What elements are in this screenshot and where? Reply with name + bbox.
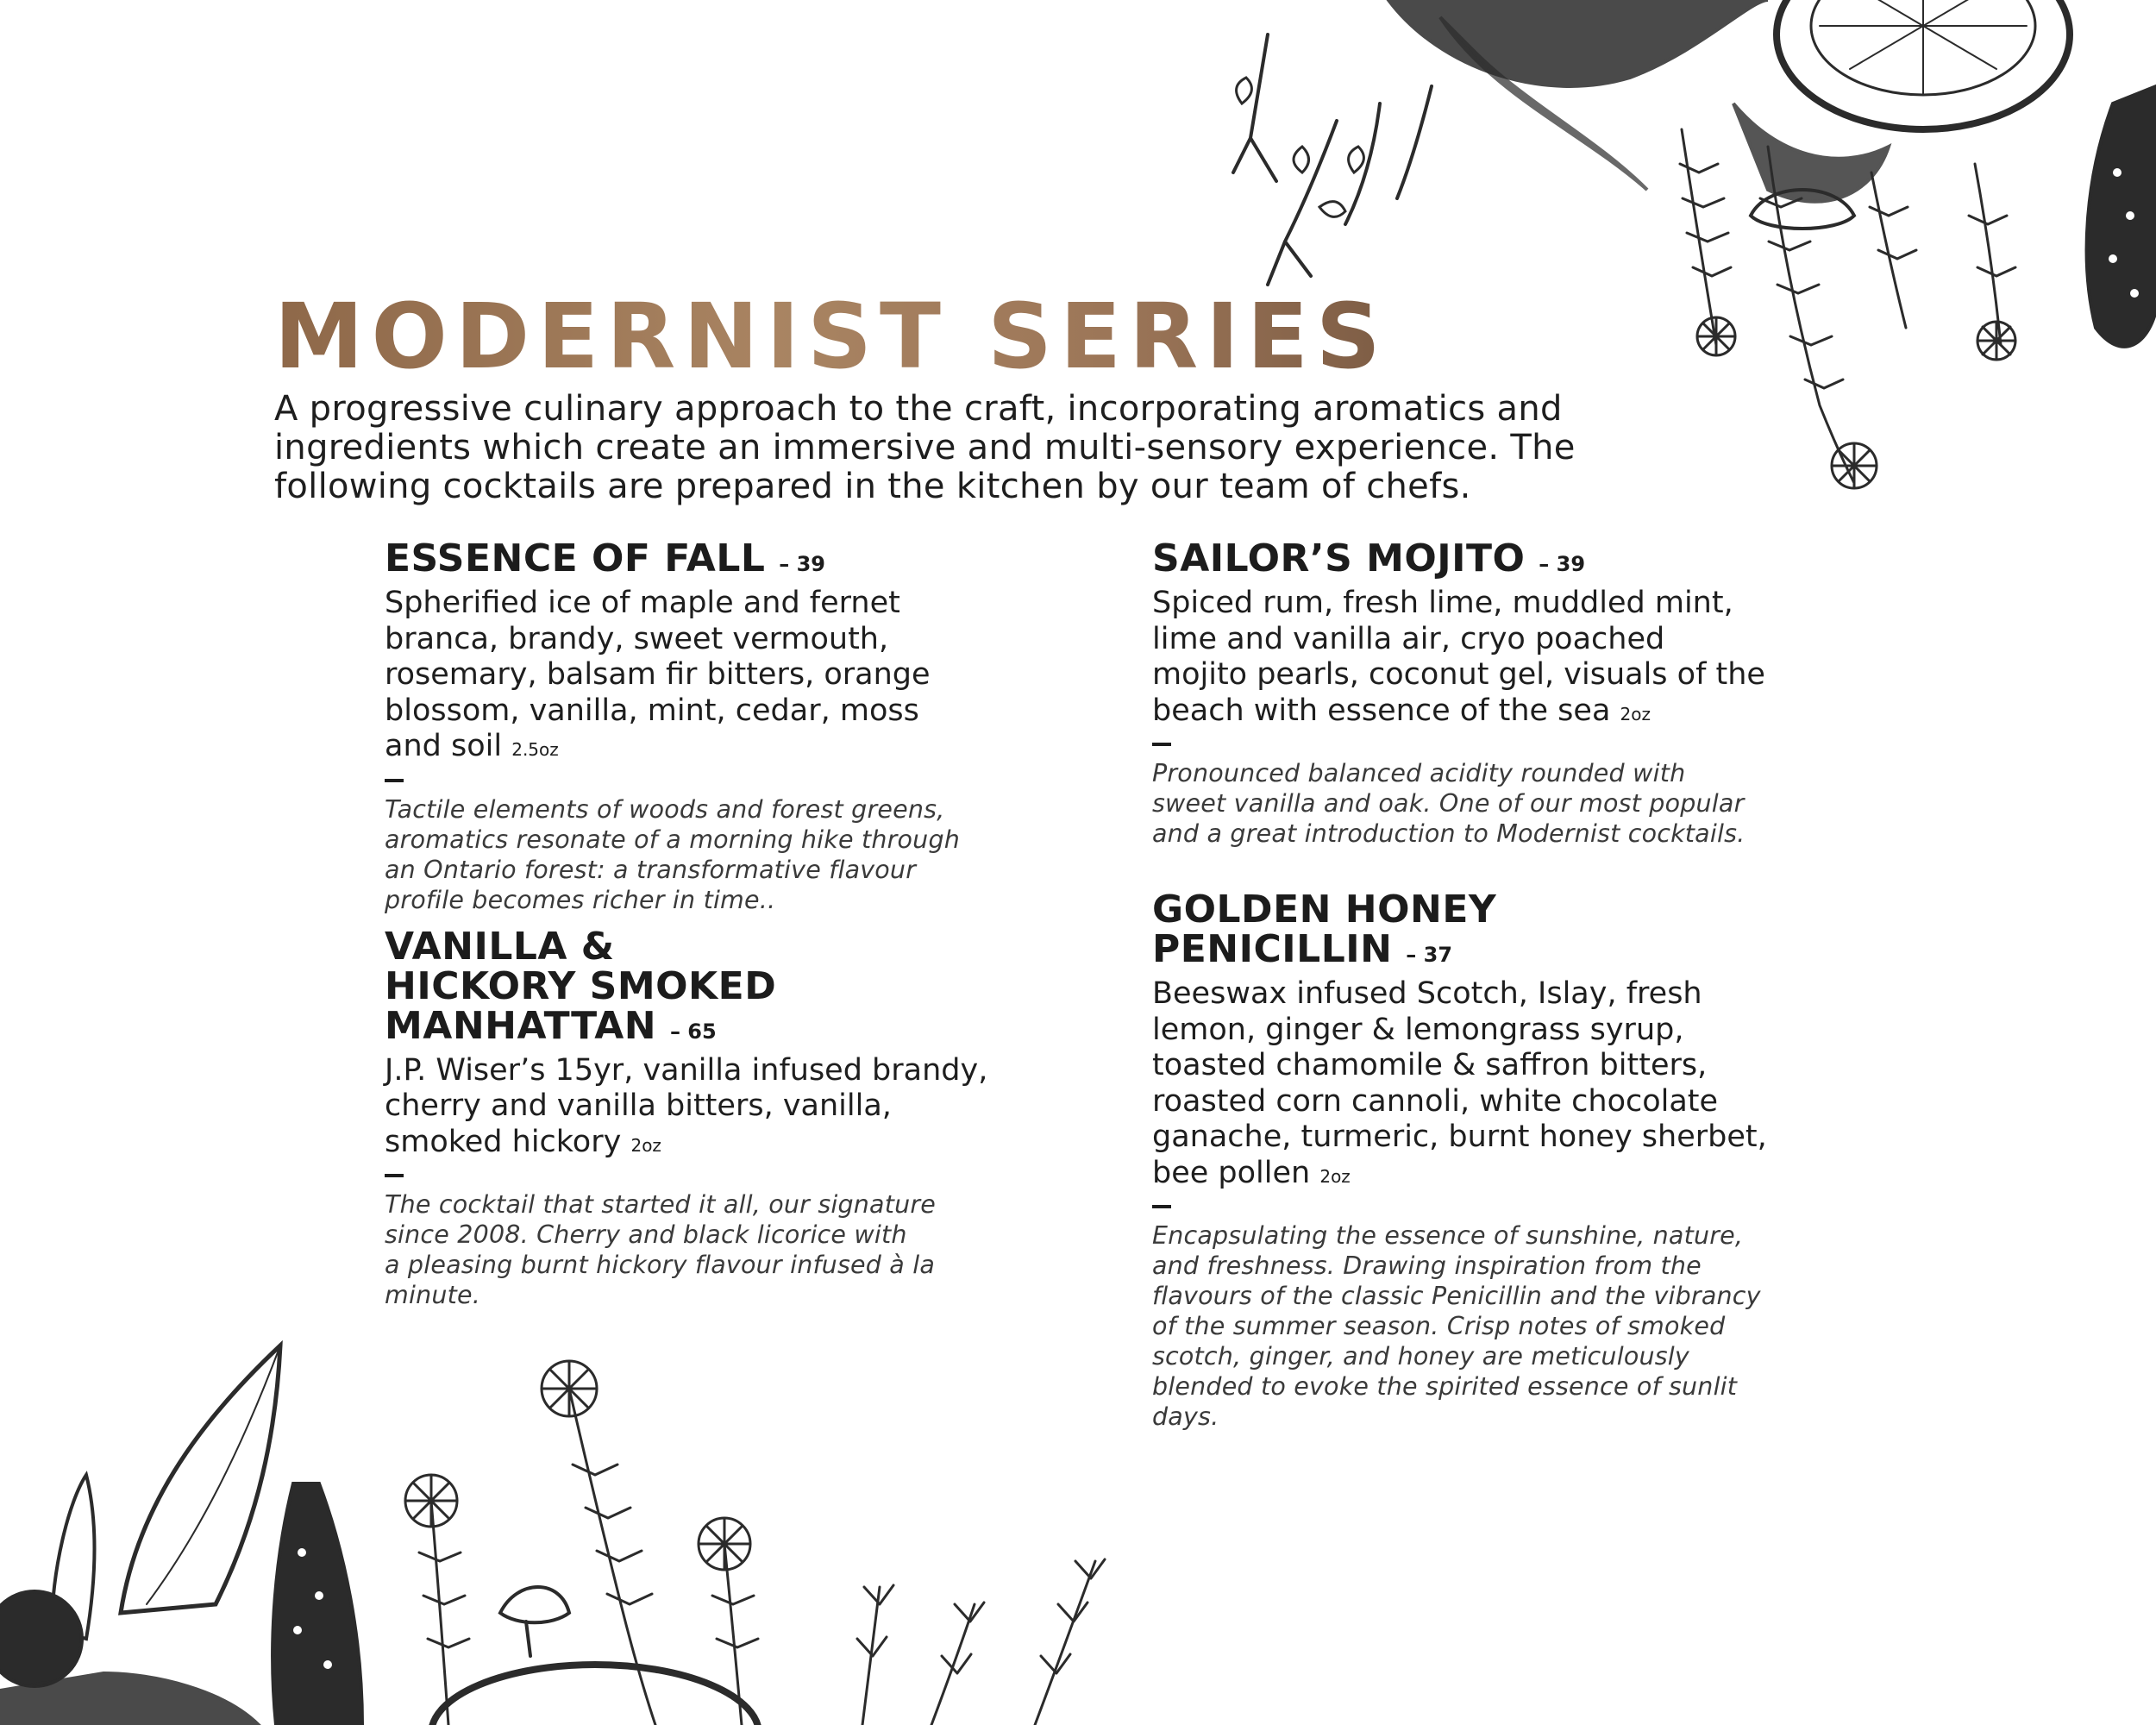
ingredients-line: rosemary, balsam fir bitters, orange <box>385 657 931 692</box>
intro-line: ingredients which create an immersive and multi-sensory experience. The <box>274 428 1576 467</box>
ingredients-text: bee pollen <box>1152 1155 1311 1190</box>
divider-dash <box>1152 743 1171 746</box>
ingredients-line: Spiced rum, fresh lime, muddled mint, <box>1152 586 1733 620</box>
divider-dash <box>1152 1205 1171 1208</box>
note-line: of the summer season. Crisp notes of smoked <box>1152 1312 1726 1340</box>
menu-column-left <box>385 536 1040 1310</box>
item-ingredients <box>1152 586 1842 732</box>
item-name-line: VANILLA & <box>385 924 615 969</box>
ingredients-text: beach with essence of the sea <box>1152 693 1611 728</box>
note-line: since 2008. Cherry and black licorice with <box>385 1220 907 1249</box>
note-line: an Ontario forest: a transformative flavour <box>385 855 917 884</box>
ingredients-line <box>385 729 1040 768</box>
ingredients-line: lemon, ginger & lemongrass syrup, <box>1152 1012 1684 1047</box>
item-name-line: GOLDEN HONEY <box>1152 888 1497 932</box>
item-tasting-note <box>385 1189 1040 1310</box>
intro-line: following cocktails are prepared in the kitchen by our team of chefs. <box>274 467 1471 506</box>
ingredients-text: smoked hickory <box>385 1124 622 1159</box>
note-line: a pleasing burnt hickory flavour infused à la <box>385 1251 935 1279</box>
item-ingredients <box>385 586 1040 768</box>
ingredients-line: blossom, vanilla, mint, cedar, moss <box>385 693 919 728</box>
item-name <box>1152 536 1842 584</box>
ingredients-line: ganache, turmeric, burnt honey sherbet, <box>1152 1120 1767 1154</box>
item-volume: 2oz <box>1319 1165 1351 1187</box>
note-line: Encapsulating the essence of sunshine, nature, <box>1152 1221 1744 1250</box>
ingredients-line: lime and vanilla air, cryo poached <box>1152 621 1665 656</box>
note-line: sweet vanilla and oak. One of our most popular <box>1152 789 1745 818</box>
item-name-line: PENICILLIN <box>1152 927 1393 971</box>
note-line: Tactile elements of woods and forest greens, <box>385 794 945 824</box>
item-name <box>1152 890 1842 975</box>
item-volume: 2oz <box>630 1134 661 1156</box>
note-line: blended to evoke the spirited essence of sunlit <box>1152 1372 1738 1401</box>
divider-dash <box>385 779 404 782</box>
item-price: – 65 <box>669 1019 717 1044</box>
note-line: flavours of the classic Penicillin and the vibrancy <box>1152 1282 1761 1310</box>
intro-line: A progressive culinary approach to the craft, incorporating aromatics and <box>274 389 1563 429</box>
botanical-illustration-bottom-left <box>0 1328 1138 1725</box>
item-name-line: MANHATTAN <box>385 1003 657 1048</box>
item-price: – 39 <box>1539 552 1586 576</box>
item-name-line: ESSENCE OF FALL <box>385 536 766 580</box>
menu-item-essence-of-fall <box>385 536 1040 915</box>
menu-item-sailors-mojito <box>1152 536 1842 849</box>
ingredients-line: Spherified ice of maple and fernet <box>385 586 900 620</box>
item-tasting-note <box>385 794 1040 915</box>
item-tasting-note <box>1152 758 1842 849</box>
ingredients-text: and soil <box>385 729 503 763</box>
note-line: and a great introduction to Modernist cocktails. <box>1152 819 1745 848</box>
note-line: days. <box>1152 1402 1219 1431</box>
menu-item-golden-honey-penicillin <box>1152 890 1842 1432</box>
item-volume: 2.5oz <box>511 739 559 760</box>
note-line: minute. <box>385 1281 480 1309</box>
item-ingredients <box>385 1053 1040 1164</box>
note-line: Pronounced balanced acidity rounded with <box>1152 759 1686 787</box>
ingredients-line: roasted corn cannoli, white chocolate <box>1152 1083 1719 1119</box>
intro-paragraph <box>274 390 1758 506</box>
menu-column-right <box>1152 536 1842 1432</box>
item-name <box>385 536 1040 584</box>
note-line: and freshness. Drawing inspiration from the <box>1152 1251 1702 1280</box>
item-tasting-note <box>1152 1220 1842 1432</box>
ingredients-line: mojito pearls, coconut gel, visuals of the <box>1152 657 1765 692</box>
ingredients-line: J.P. Wiser’s 15yr, vanilla infused brandy, <box>385 1052 988 1088</box>
note-line: The cocktail that started it all, our signature <box>385 1190 937 1219</box>
item-ingredients <box>1152 976 1842 1195</box>
item-name <box>385 924 1040 1051</box>
item-volume: 2oz <box>1620 703 1651 724</box>
botanical-illustration-icon <box>0 1328 1138 1725</box>
item-name-line: SAILOR’S MOJITO <box>1152 536 1526 580</box>
page-title: MODERNIST SERIES <box>274 284 1388 389</box>
ingredients-line: toasted chamomile & saffron bitters, <box>1152 1048 1708 1082</box>
note-line: aromatics resonate of a morning hike through <box>385 825 960 854</box>
item-price: – 39 <box>779 552 826 576</box>
ingredients-line: branca, brandy, sweet vermouth, <box>385 621 889 656</box>
ingredients-line <box>1152 1156 1842 1195</box>
ingredients-line: cherry and vanilla bitters, vanilla, <box>385 1088 892 1123</box>
menu-item-vanilla-hickory-manhattan <box>385 924 1040 1311</box>
note-line: profile becomes richer in time.. <box>385 885 776 914</box>
divider-dash <box>385 1174 404 1177</box>
ingredients-line <box>1152 693 1842 733</box>
item-price: – 37 <box>1406 943 1453 967</box>
ingredients-line: Beeswax infused Scotch, Islay, fresh <box>1152 976 1702 1011</box>
note-line: scotch, ginger, and honey are meticulously <box>1152 1342 1689 1371</box>
ingredients-line <box>385 1125 1040 1164</box>
item-name-line: HICKORY SMOKED <box>385 963 777 1008</box>
